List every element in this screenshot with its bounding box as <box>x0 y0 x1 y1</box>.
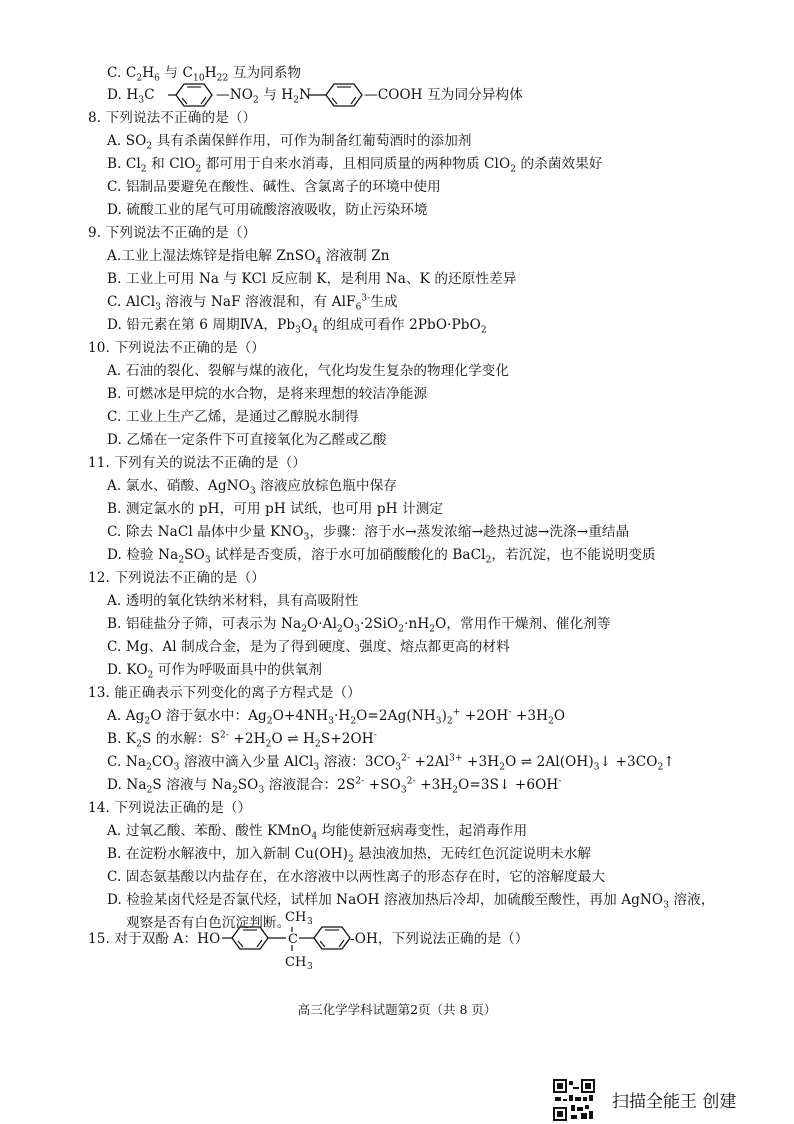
line-q13b: B. $K_2S$ 的水解：$S^{2-} +2H_2O$ ⇌ $H_2S+2OH^-$ <box>107 730 377 750</box>
methyl-top: CH <box>285 910 307 925</box>
q15-prefix: 15. 对于双酚 A：HO <box>88 931 221 947</box>
line-q12c: C. Mg、Al 制成合金，是为了得到硬度、强度、熔点都更高的材料 <box>107 639 510 655</box>
line-q12a: A. 透明的氧化铁纳米材料，具有高吸附性 <box>107 593 359 609</box>
line-q13a: A. $Ag_2O$ 溶于氨水中：$Ag_2O+4NH_3\cdot H_2O=2Ag(NH_3)_2^+ +2OH^- +3H_2O$ <box>107 707 566 727</box>
line-q8c: C. 铝制品要避免在酸性、碱性、含氯离子的环境中使用 <box>107 179 441 195</box>
methyl-bottom: CH <box>285 955 307 970</box>
q7d-sub2b: 2 <box>293 95 300 106</box>
line-q14c: C. 固态氨基酸以内盐存在，在水溶液中以两性离子的形态存在时，它的溶解度最大 <box>107 869 606 885</box>
methyl-top-sub: 3 <box>307 917 313 927</box>
line-q8d: D. 硫酸工业的尾气可用硫酸溶液吸收，防止污染环境 <box>107 202 428 218</box>
line-q14b: B. 在淀粉水解液中，加入新制 $Cu(OH)_2$ 悬浊液加热，无砖红色沉淀说明未水解 <box>107 846 592 865</box>
q7d-sub3: 3 <box>138 95 145 106</box>
q7d-prefix: D. H <box>107 87 139 103</box>
q15-suffix: -OH，下列说法正确的是（） <box>350 931 529 947</box>
q7d-nitro: —NO <box>216 87 253 103</box>
line-q10: 10. 下列说法不正确的是（） <box>88 340 265 356</box>
line-q9b: B. 工业上可用 Na 与 KCl 反应制 K，是利用 Na、K 的还原性差异 <box>107 271 517 287</box>
line-q13: 13. 能正确表示下列变化的离子方程式是（） <box>88 685 361 701</box>
line-q11b: B. 测定氯水的 pH，可用 pH 试纸，也可用 pH 计测定 <box>107 501 444 517</box>
line-q9: 9. 下列说法不正确的是（） <box>88 225 257 241</box>
q7d-sub2: 2 <box>252 95 259 106</box>
line-q12d: D. $KO_2$ 可作为呼吸面具中的供氧剂 <box>107 662 323 681</box>
line-c7: C. $C_2H_6$ 与 $C_{10}H_{22}$ 互为同系物 <box>107 65 302 84</box>
line-q14d: D. 检验某卤代烃是否氯代烃，试样加 NaOH 溶液加热后冷却，加硫酸至酸性，再加 AgNO$_3$ 溶液， <box>107 892 715 911</box>
qr-code-icon <box>553 1079 595 1121</box>
line-q11a: A. 氯水、硝酸、AgNO$_3$ 溶液应放棕色瓶中保存 <box>107 478 398 497</box>
line-q8a: A. $SO_2$ 具有杀菌保鲜作用，可作为制备红葡萄酒时的添加剂 <box>107 133 472 152</box>
line-q12b: B. 铝硅盐分子筛，可表示为 $Na_2O\cdot Al_2O_3\cdot 2SiO_2\cdot nH_2O$，常用作干燥剂、催化剂等 <box>107 616 611 635</box>
q7d-cooh: —COOH 互为同分异构体 <box>364 87 523 103</box>
line-q10c: C. 工业上生产乙烯，是通过乙醇脱水制得 <box>107 409 359 425</box>
line-q8b: B. $Cl_2$ 和 ClO$_2$ 都可用于自来水消毒，且相同质量的两种物质 ClO$_2$ 的杀菌效果好 <box>107 156 603 175</box>
line-q13c: C. $Na_2CO_3$ 溶液中滴入少量 AlCl$_3$ 溶液：$3CO_3^{2-} +2Al^{3+} +3H_2O$ ⇌ $2Al(OH)_3↓$ $+3CO_2↑$ <box>107 753 675 773</box>
line-q11c: C. 除去 NaCl 晶体中少量 $KNO_3$，步骤：溶于水→蒸发浓缩→趁热过滤→洗涤→重结晶 <box>107 524 630 543</box>
q7d-c: C <box>144 87 155 103</box>
line-q10d: D. 乙烯在一定条件下可直接氧化为乙醛或乙酸 <box>107 432 387 448</box>
line-q9c: C. AlCl$_3$ 溶液与 NaF 溶液混和，有 AlF$_6^{3-}$生成 <box>107 293 398 313</box>
line-q10a: A. 石油的裂化、裂解与煤的液化，气化均发生复杂的物理化学变化 <box>107 363 510 379</box>
methyl-bottom-sub: 3 <box>307 962 313 972</box>
line-q12: 12. 下列说法不正确的是（） <box>88 570 265 586</box>
line-q14a: A. 过氧乙酸、苯酚、酸性 KMnO$_4$ 均能使新冠病毒变性，起消毒作用 <box>107 823 528 842</box>
q7-option-d <box>107 86 155 104</box>
q7d-nitro-group <box>216 86 311 104</box>
line-q9d: D. 铅元素在第 6 周期ⅣA，$Pb_3O_4$ 的组成可看作 2PbO·PbO$_2$ <box>107 317 487 336</box>
line-q14: 14. 下列说法正确的是（） <box>88 800 252 816</box>
q7d-n: N <box>299 87 312 103</box>
scanner-brand-label: 扫描全能王 创建 <box>612 1092 737 1112</box>
line-q9a: A.工业上湿法炼锌是指电解 ZnSO$_4$ 溶液制 Zn <box>107 248 390 267</box>
line-q13d: D. $Na_2S$ 溶液与 $Na_2SO_3$ 溶液混合：$2S^{2-} +SO_3^{2-}$ $+3H_2O=3S↓ +6OH^-$ <box>107 776 562 796</box>
line-q11: 11. 下列有关的说法不正确的是（） <box>88 455 307 471</box>
line-q14d2: 观察是否有白色沉淀判断。 <box>126 915 291 931</box>
line-q11d: D. 检验 $Na_2SO_3$ 试样是否变质，溶于水可加硝酸酸化的 BaCl$_2$，若沉淀，也不能说明变质 <box>107 547 656 566</box>
q7d-mid: 与 H <box>263 87 294 103</box>
central-carbon: C <box>288 932 298 947</box>
line-q8: 8. 下列说法不正确的是（） <box>88 110 257 126</box>
page-footer: 高三化学学科试题第2页（共 8 页） <box>297 1002 497 1017</box>
line-q10b: B. 可燃冰是甲烷的水合物，是将来理想的较洁净能源 <box>107 386 428 402</box>
